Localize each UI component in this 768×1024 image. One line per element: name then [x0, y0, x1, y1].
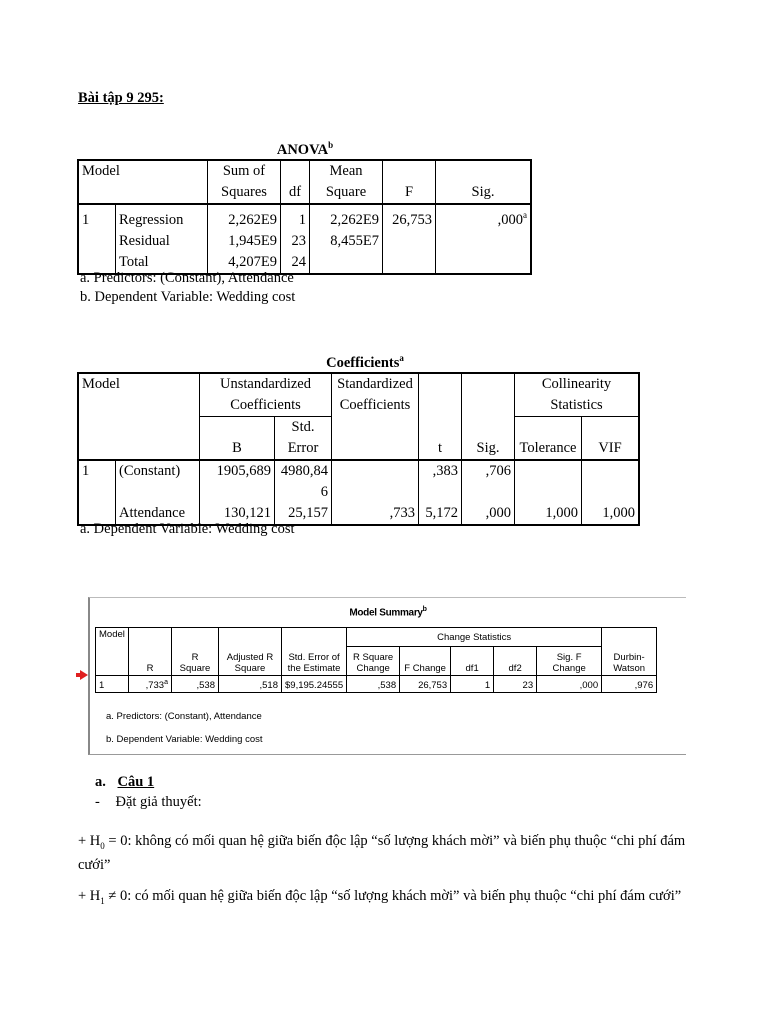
- anova-sig-value: ,000: [497, 211, 523, 228]
- anova-h-ss2: Squares: [208, 182, 281, 204]
- anova-cell-name: Total: [116, 252, 208, 274]
- model-summary-title-sup: b: [422, 606, 427, 613]
- anova-note-a: a. Predictors: (Constant), Attendance: [80, 270, 294, 286]
- ms-h-adj2: Square: [234, 663, 266, 674]
- anova-row-regression: [78, 204, 531, 231]
- coef-h-se2: Error: [287, 440, 319, 456]
- ms-cell-df2: 23: [494, 676, 537, 693]
- coef-h-unstd2: Coefficients: [200, 395, 332, 417]
- ms-h-rsqc1: R Square: [353, 652, 394, 663]
- anova-cell-df: 24: [281, 252, 310, 274]
- coef-h-col2: Statistics: [515, 395, 640, 417]
- anova-cell-sig: [436, 252, 532, 274]
- anova-cell-name: Residual: [116, 231, 208, 252]
- coef-cell-beta: [332, 460, 419, 503]
- ms-h-rsq: R Square: [172, 628, 219, 676]
- coef-cell-b: 1905,689: [200, 460, 275, 503]
- model-summary-screenshot: [88, 597, 686, 755]
- coef-cell-se: 25,157: [275, 503, 332, 525]
- anova-cell-num: 1: [78, 204, 116, 231]
- ms-row-1: [96, 676, 657, 693]
- coef-h-sig: Sig.: [462, 373, 515, 460]
- coef-h-se: [275, 417, 332, 461]
- ms-cell-fc: 26,753: [400, 676, 451, 693]
- ms-cell-rsqc: ,538: [347, 676, 400, 693]
- coef-note-a: a. Dependent Variable: Wedding cost: [80, 521, 295, 537]
- coef-cell-tol: 1,000: [515, 503, 582, 525]
- anova-cell-sig: [436, 231, 532, 252]
- ms-cell-df1: 1: [451, 676, 494, 693]
- anova-h-sig: Sig.: [436, 160, 532, 204]
- exercise-heading: Bài tập 9 295:: [78, 90, 164, 106]
- coef-cell-sig: ,706: [462, 460, 515, 503]
- ms-cell-r: [129, 676, 172, 693]
- ms-h-dw1: Durbin-: [613, 652, 645, 663]
- anova-h-f: F: [383, 160, 436, 204]
- ms-cell-dw: ,976: [602, 676, 657, 693]
- coef-cell-se: [275, 460, 332, 503]
- coefficients-table: [77, 372, 640, 526]
- ms-h-se2: the Estimate: [287, 663, 341, 674]
- h0-text: = 0: không có mối quan hệ giữa biến độc lập “số lượng khách mời” và biến phụ thuộc “chi phí đám cưới”: [78, 833, 686, 873]
- anova-cell-ss: 2,262E9: [208, 204, 281, 231]
- anova-h-df: df: [281, 160, 310, 204]
- anova-cell-ms: 2,262E9: [310, 204, 383, 231]
- anova-table: [77, 159, 532, 275]
- ms-h-rsqc2: Change: [356, 663, 390, 674]
- coef-title-sup: a: [399, 353, 404, 363]
- anova-h-ms2: Square: [310, 182, 383, 204]
- model-summary-table: [95, 627, 657, 693]
- ms-h-change: Change Statistics: [347, 628, 602, 647]
- ms-header-row-1: [96, 628, 657, 647]
- anova-cell-ss: 4,207E9: [208, 252, 281, 274]
- ms-h-se: [282, 628, 347, 676]
- model-summary-title: [90, 606, 686, 618]
- h1-prefix: + H: [78, 888, 101, 904]
- coef-title-text: Coefficients: [326, 354, 400, 371]
- coef-h-vif: VIF: [582, 417, 640, 461]
- ms-note-b: b. Dependent Variable: Wedding cost: [106, 734, 263, 745]
- anova-cell-ss: 1,945E9: [208, 231, 281, 252]
- coef-se-wrap: 6: [320, 484, 328, 500]
- anova-note-b: b. Dependent Variable: Wedding cost: [80, 289, 296, 305]
- model-summary-title-text: Model Summary: [349, 607, 423, 619]
- coef-cell-vif: 1,000: [602, 505, 635, 521]
- anova-h-ms1: Mean: [310, 160, 383, 182]
- anova-cell-df: 1: [281, 204, 310, 231]
- ms-h-df2: df2: [494, 647, 537, 676]
- bullet-text: Đặt giả thuyết:: [115, 794, 202, 810]
- ms-cell-rsq: ,538: [172, 676, 219, 693]
- bullet-dash: -: [95, 794, 100, 810]
- ms-h-sigf: Sig. F Change: [537, 647, 602, 676]
- ms-h-adj1: Adjusted R: [226, 652, 274, 663]
- anova-sig-sup: a: [523, 210, 527, 220]
- coef-header-row-1: [78, 373, 639, 395]
- ms-cell-adj: ,518: [219, 676, 282, 693]
- coef-cell-num: 1: [78, 460, 116, 503]
- anova-cell-name: Regression: [116, 204, 208, 231]
- ms-h-se1: Std. Error of: [288, 652, 340, 663]
- anova-cell-ms: 8,455E7: [310, 231, 383, 252]
- anova-header-row-1: [78, 160, 531, 182]
- anova-cell-f: [383, 231, 436, 252]
- coef-h-unstd1: Unstandardized: [200, 373, 332, 395]
- ms-h-df1: df1: [451, 647, 494, 676]
- coef-h-std2: Coefficients: [332, 395, 419, 460]
- coef-h-col1: Collinearity: [541, 376, 612, 392]
- ms-cell-model: 1: [96, 676, 129, 693]
- item-a-label: a.: [95, 774, 106, 790]
- coef-h-b: B: [200, 417, 275, 461]
- anova-row-residual: [78, 231, 531, 252]
- ms-h-r: R: [129, 628, 172, 676]
- item-a-title: Câu 1: [117, 774, 155, 790]
- coef-row-constant: [78, 460, 639, 503]
- coef-se-value: 4980,84: [280, 463, 328, 479]
- hypothesis-h1: [78, 887, 698, 911]
- coef-h-se1: Std.: [291, 419, 315, 435]
- ms-note-a: a. Predictors: (Constant), Attendance: [106, 711, 262, 722]
- ms-cell-sigf: ,000: [537, 676, 602, 693]
- item-a: [95, 773, 715, 792]
- anova-cell-df: 23: [281, 231, 310, 252]
- h0-prefix: + H: [78, 833, 101, 849]
- red-arrow-icon: [80, 670, 88, 680]
- coef-h-model: Model: [78, 373, 200, 460]
- anova-h-ss1: Sum of: [208, 160, 281, 182]
- anova-cell-num: [78, 231, 116, 252]
- coef-cell-name: (Constant): [116, 460, 200, 503]
- ms-h-adj: [219, 628, 282, 676]
- coef-cell-b: 130,121: [200, 503, 275, 525]
- ms-cell-se: $9,195.24555: [282, 676, 347, 693]
- h0-sub: 0: [100, 840, 105, 851]
- bullet-line: [95, 793, 715, 812]
- ms-h-rsqc: [347, 647, 400, 676]
- coef-cell-vif: [582, 460, 640, 503]
- anova-title: [250, 140, 360, 159]
- coef-h-tol: Tolerance: [515, 417, 582, 461]
- ms-h-model: Model: [96, 628, 129, 676]
- h1-text: ≠ 0: có mối quan hệ giữa biến độc lập “số lượng khách mời” và biến phụ thuộc “chi phí đám cưới”: [104, 888, 682, 904]
- anova-title-sup: b: [328, 140, 334, 150]
- anova-cell-f: 26,753: [383, 204, 436, 231]
- coef-cell-tol: [515, 460, 582, 503]
- ms-r-sup: a: [164, 679, 168, 686]
- coef-cell-sig: ,000: [462, 503, 515, 525]
- ms-r-value: ,733: [145, 680, 165, 692]
- anova-cell-f: [383, 252, 436, 274]
- ms-h-dw: [602, 628, 657, 676]
- coef-cell-t: 5,172: [419, 503, 462, 525]
- anova-h-model: Model: [78, 160, 208, 204]
- h1-sub: 1: [100, 895, 105, 906]
- coef-cell-t: ,383: [419, 460, 462, 503]
- anova-title-text: ANOVA: [276, 141, 329, 158]
- coef-h-t: t: [419, 373, 462, 460]
- coef-cell-beta: ,733: [332, 503, 419, 525]
- coef-title: [300, 353, 430, 372]
- hypothesis-h0: [78, 832, 698, 875]
- coef-h-std1: Standardized: [332, 373, 419, 395]
- anova-cell-ms: [310, 252, 383, 274]
- ms-h-dw2: Watson: [613, 663, 646, 674]
- anova-cell-sig: [436, 204, 532, 231]
- coef-cell-name: Attendance: [116, 503, 200, 525]
- ms-h-fc: F Change: [400, 647, 451, 676]
